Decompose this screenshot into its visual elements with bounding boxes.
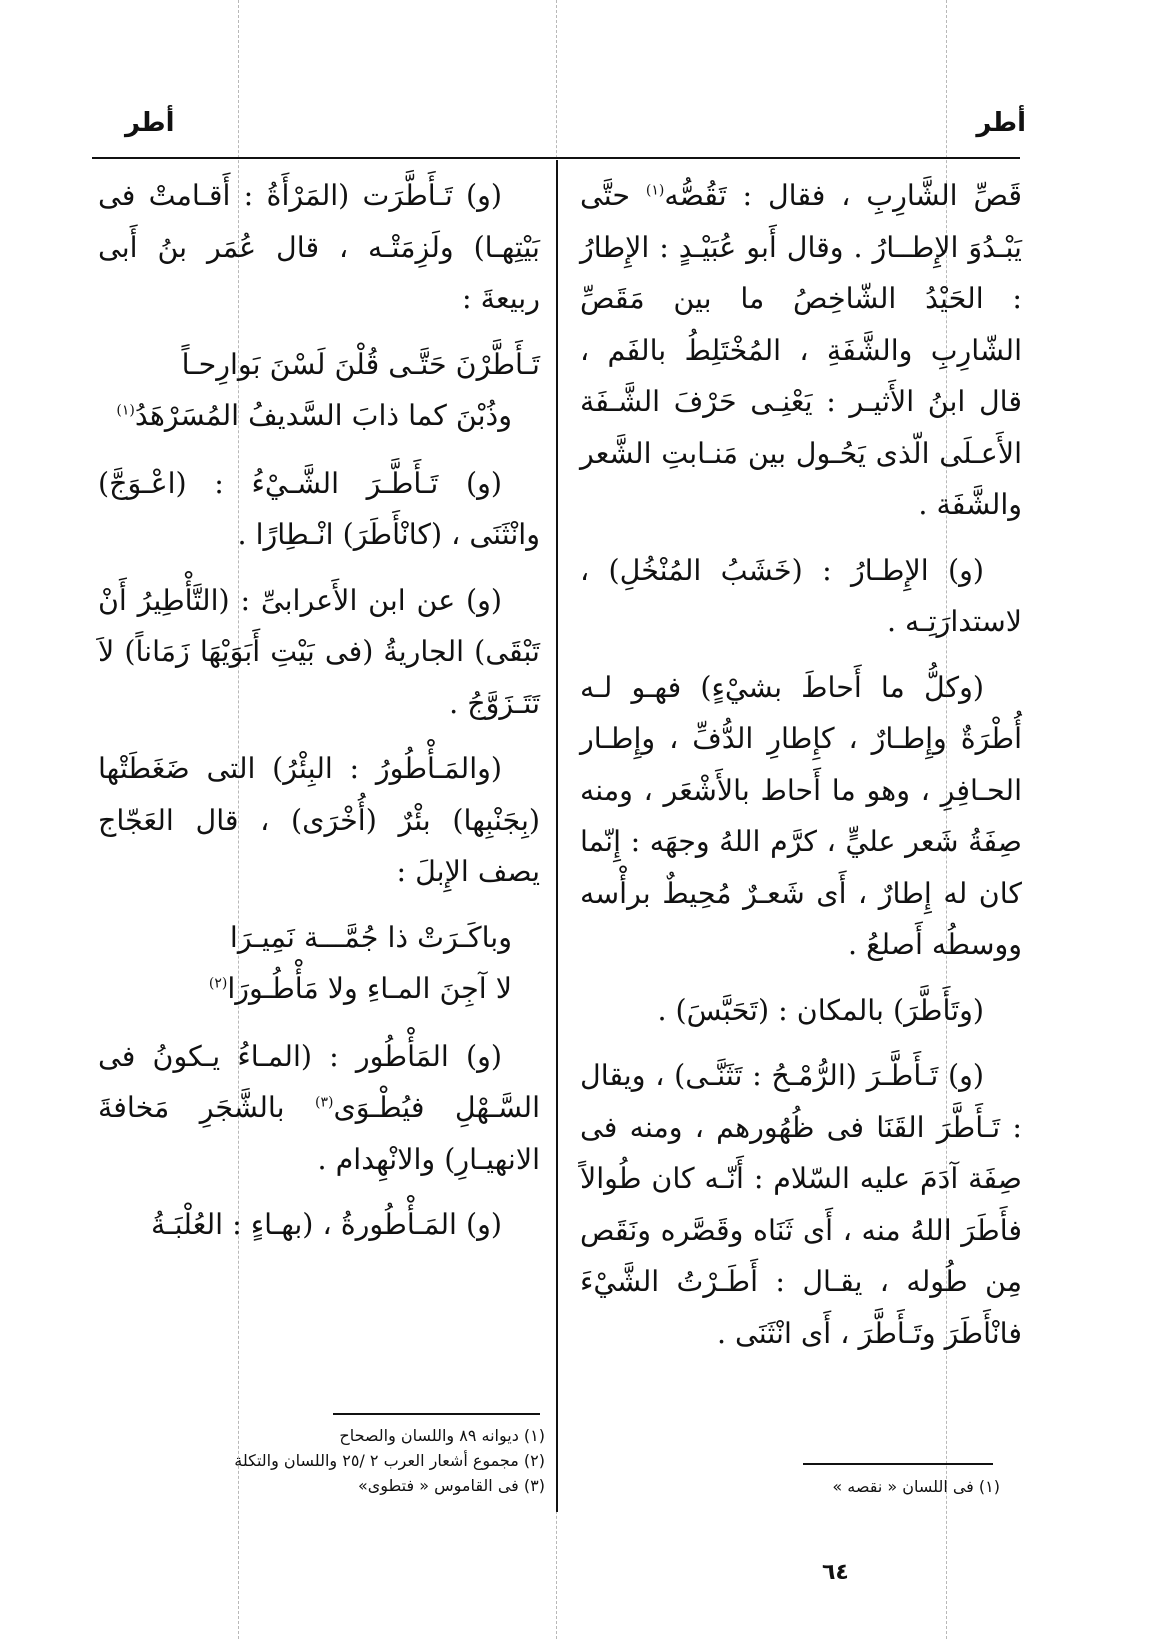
footnote-marker: (٣) — [315, 1094, 334, 1111]
header-rule — [92, 157, 1020, 159]
footnote-marker: (١) — [645, 182, 665, 199]
paragraph — [580, 170, 1022, 531]
paragraph: (و) تَـأَطَّـرَ الشَّـيْءُ : (اعْـوَجَّ) وانْثَنَى ، (كانْأَطَرَ) انْـطِارًا . — [98, 466, 540, 551]
verse-line-text: وذُبْنَ كما ذابَ السَّديفُ المُسَرْهَدُ — [134, 399, 512, 432]
paragraph-text: حتَّى يَبْـدُوَ الإِطــارُ . وقال أَبو عُبَيْـدٍ : الإِطارُ : الحَيْدُ الشّاخِصُ ما بين مَقَصِّ الشّارِبِ والشَّفَةِ ، المُخْتَلِطُ بالفَم ، قال ابنُ الأَثيـر : يَعْنِـى حَرْفَ الشَّـفَة الأَعـلَى الّذى يَحُـول بين مَنـابتِ الشَّعر والشَّفَة . — [580, 179, 1022, 521]
paragraph: (و) تَـأَطَّـرَ (الرُّمْـحُ : تَثَنَّـى) ، ويقال : تَـأَطَّرَ القَنَا فى ظُهُورهم ، ومنه فى صِفَة آدَمَ عليه السّلام : أَنّـه كان طُوالاً فأَطَرَ اللهُ منه ، أَى ثَنَاه وقَصَّره ونَقَص مِن طُوله ، يقـال : أَطَـرْتُ الشَّيْءَ فانْأَطَرَ وتَـأَطَّرَ ، أَى انْثَنَى . — [580, 1059, 1022, 1350]
footnote-marker: (٢) — [208, 975, 228, 992]
footnotes-left — [150, 1423, 545, 1498]
footnote: (١) فى اللسان « نقصه » — [832, 1477, 1000, 1496]
paragraph: (و) عن ابن الأَعرابىِّ : (التَّأْطِيرُ أَنْ تَبْقَى) الجاريةُ (فى بَيْتِ أَبَوَيْهَا زَمَاناً) لاَ تَتَـزَوَّجُ . — [98, 583, 540, 720]
verse-line — [98, 390, 540, 442]
verse-line-text: لا آجِنَ المـاءِ ولا مَأْطُـورَا — [227, 972, 512, 1005]
verse-line: تَـأَطَّرْنَ حَتَّـى قُلْنَ لَسْنَ بَوارِحـاً — [181, 347, 540, 381]
running-head-right: أطر — [976, 108, 1026, 138]
footnote: (٢) مجموع أشعار العرب ٢ /٢٥ واللسان والتكلة — [234, 1451, 545, 1470]
paragraph: (و) الإِطـارُ : (خَشَبُ المُنْخُلِ) ، لاستدارَتِـه . — [580, 553, 1022, 638]
footnote: (١) ديوانه ٨٩ واللسان والصحاح — [339, 1426, 545, 1445]
paragraph: (و) تَـأَطَّرَت (المَرْأَةُ : أَقـامتْ فى بَيْتِهـا) ولَزِمَتْـه ، قال عُمَر بنُ أَبى ربيعةَ : — [98, 179, 540, 315]
footnote: (٣) فى القاموس « فتطوى» — [357, 1476, 545, 1495]
paragraph: (وتَأَطَّرَ) بالمكان : (تَحَبَّسَ) . — [657, 993, 984, 1027]
page-number: ٦٤ — [822, 1560, 849, 1585]
verse — [98, 339, 540, 442]
right-column — [580, 170, 1022, 1373]
verse-line — [98, 963, 540, 1015]
paragraph: (وكلُّ ما أَحاطَ بشيْءٍ) فهـو لـه أُطْرَةٌ وإِطـارٌ ، كإِطارِ الدُّفِّ ، وإِطـار الحـافِرِ ، وهو ما أَحاط بالأَشْعَر ، ومنه صِفَةُ شَعر عليٍّ ، كرَّم اللهُ وجهَه : إِنّما كان له إِطارٌ ، أَى شَعـرٌ مُحِيطٌ برأْسه ووسطُه أَصلعُ . — [580, 670, 1022, 961]
footnote-rule — [333, 1413, 540, 1415]
paragraph-text: قَصِّ الشَّارِبِ ، فقال : تَقُصُّه — [664, 179, 1022, 212]
footnote-marker: (١) — [116, 402, 135, 419]
column-divider — [556, 160, 558, 1512]
footnotes-right — [640, 1474, 1000, 1499]
paragraph-text: (و) المَأْطُور : (المـاءُ يـكونُ فى السَّـهْلِ فيُطْـوَى — [98, 1039, 540, 1124]
paragraph-text: بالشَّجَرِ مَخافةَ الانهيـارِ) والانْهِدام . — [98, 1091, 540, 1176]
paragraph: (و) المَـأْطُورةُ ، (بهـاءٍ : العُلْبَـةُ — [151, 1208, 502, 1241]
paragraph — [98, 1031, 540, 1186]
paragraph: (والمَـأْطُورُ : البِئْرُ) التى ضَغَطَتْها (بِجَنْبِها) بئْرٌ (أُخْرَى) ، قال العَجّاج يصف الإِبلَ : — [98, 752, 540, 888]
running-head-left: أطر — [125, 108, 175, 138]
verse — [98, 912, 540, 1015]
verse-line: وباكَـرَتْ ذا جُمَّـــة نَمِيـرَا — [229, 920, 512, 954]
left-column — [98, 170, 540, 1265]
footnote-rule — [803, 1463, 993, 1465]
